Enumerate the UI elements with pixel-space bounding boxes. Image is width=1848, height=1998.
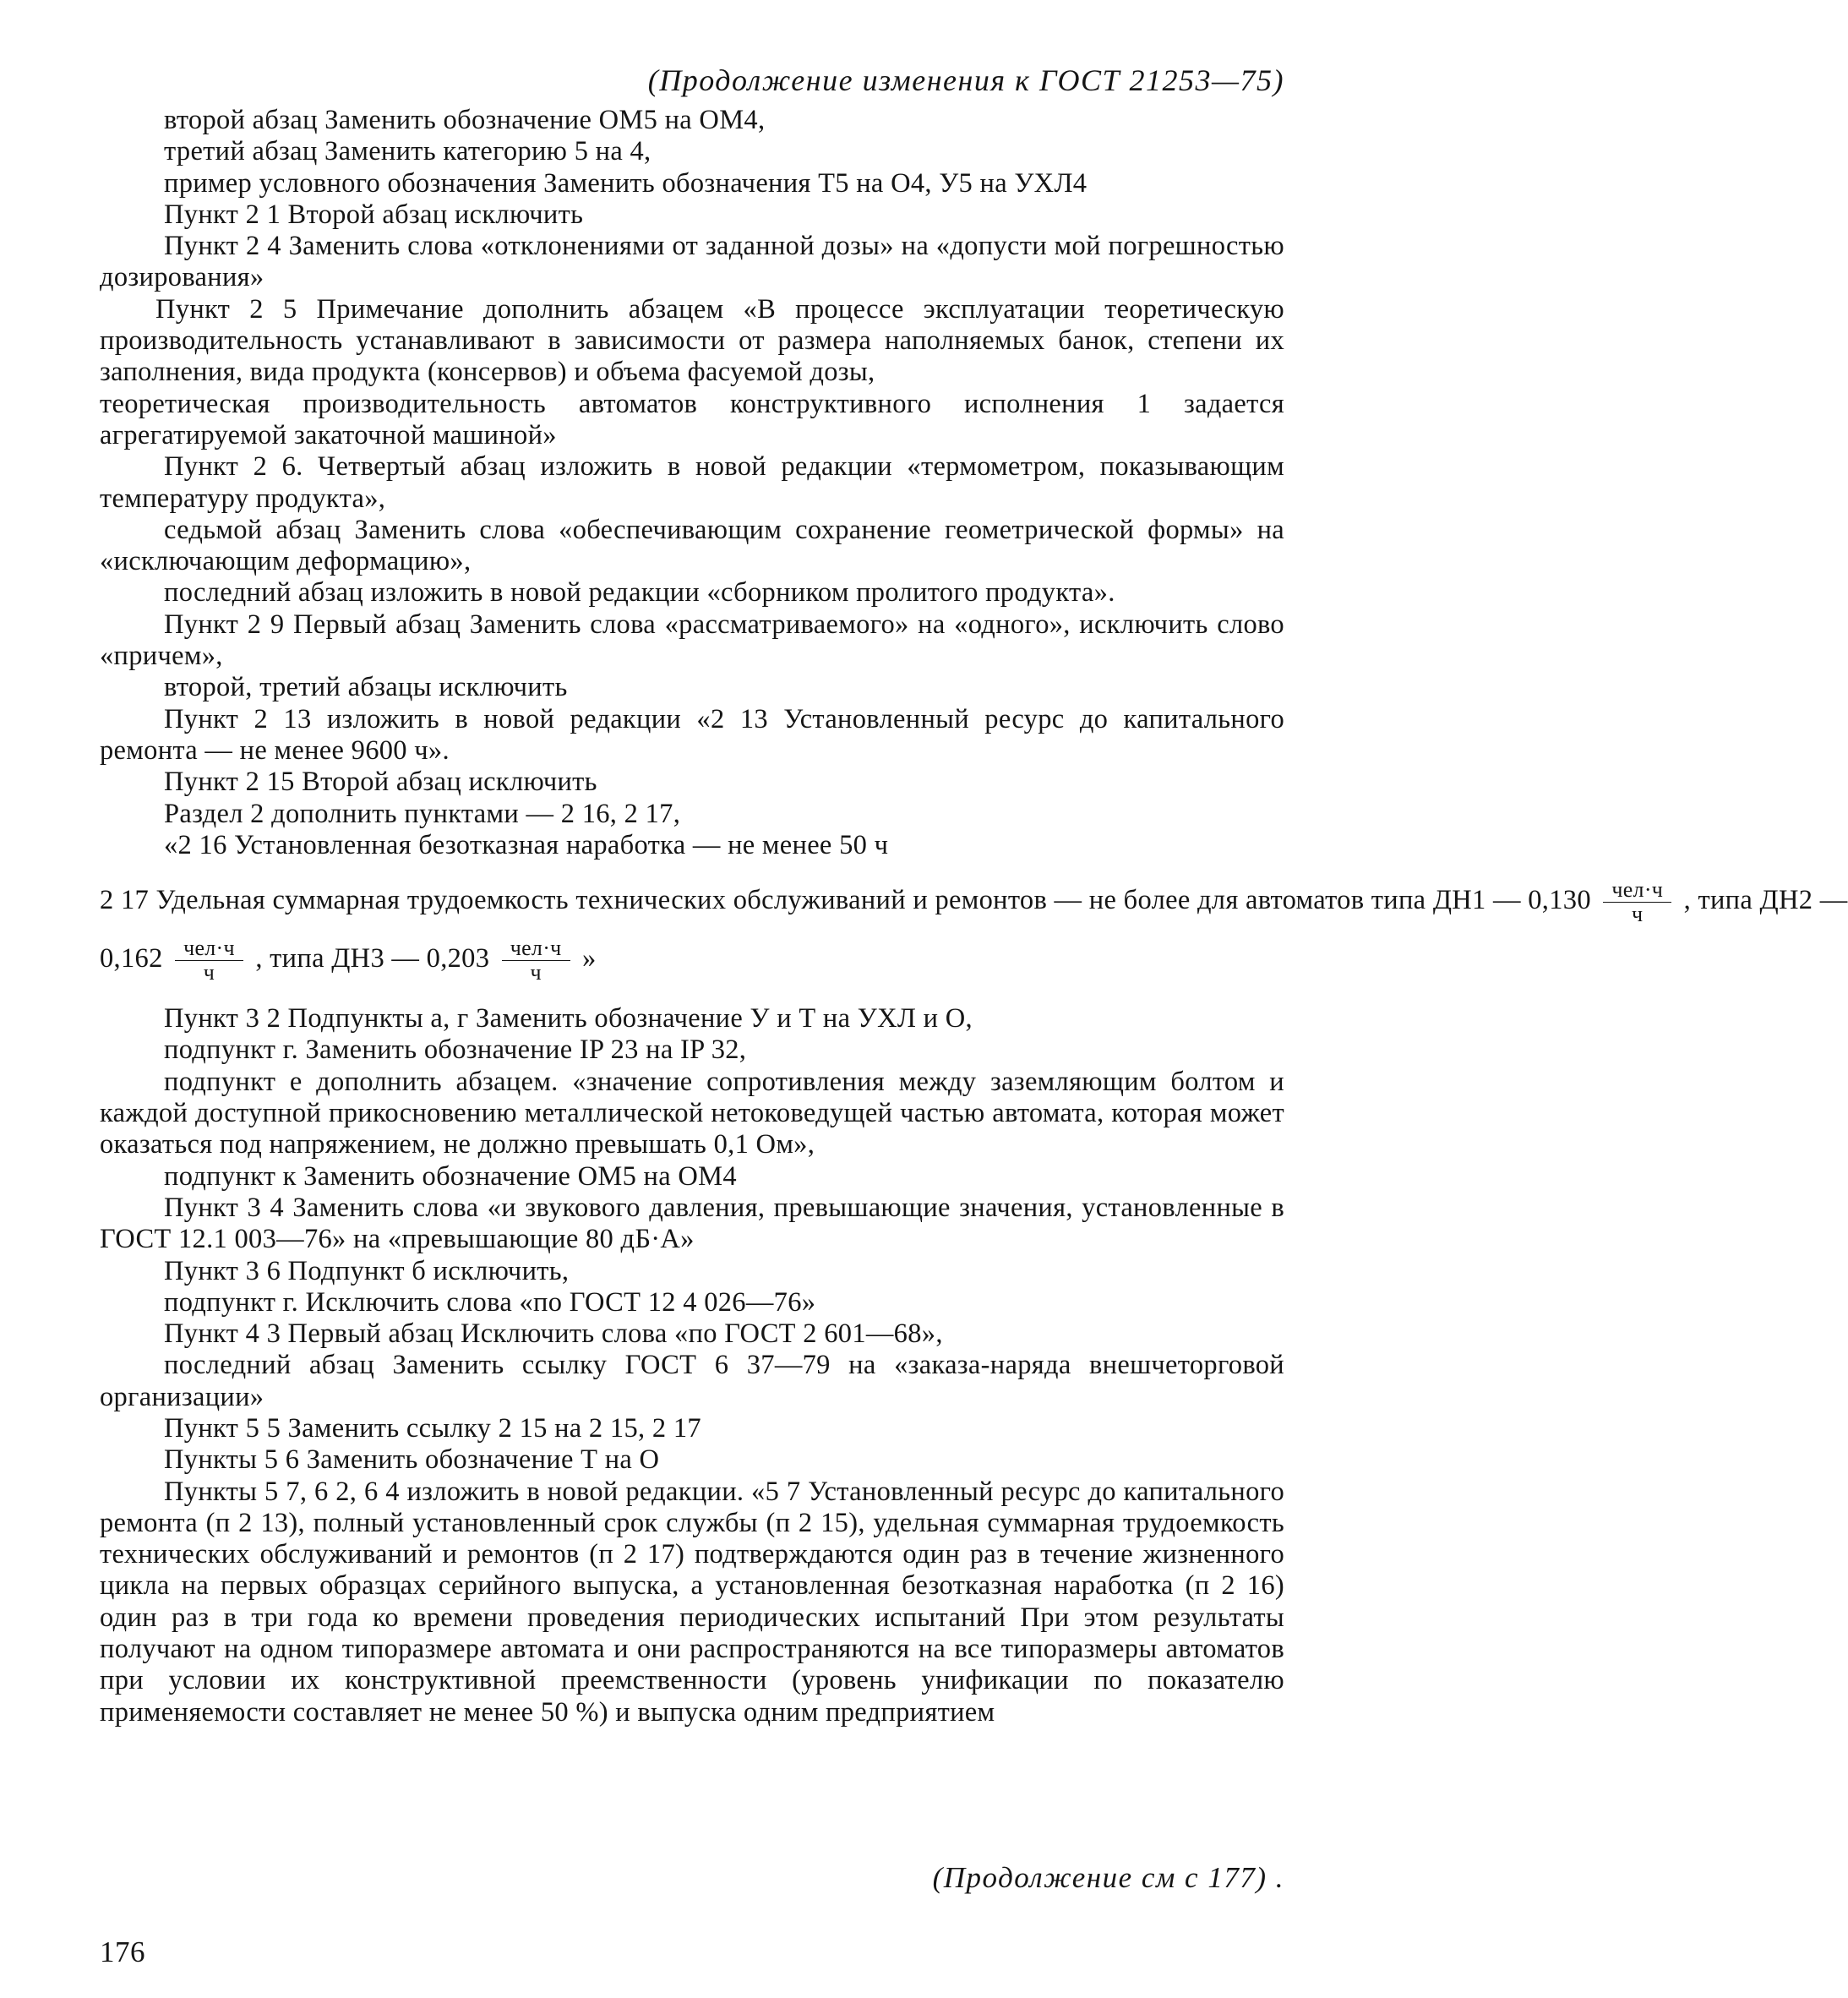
unit-fraction	[1603, 878, 1671, 926]
fraction-denominator: ч	[1632, 902, 1644, 927]
page-number: 176	[100, 1935, 145, 1968]
unit-fraction	[502, 936, 570, 985]
continuation-note: (Продолжение см с 177) .	[932, 1861, 1284, 1894]
paragraph: Пункты 5 7, 6 2, 6 4 изложить в новой редакции. «5 7 Установленный ресурс до капитального ремонта (п 2 13), полный установленный срок службы (п 2 15), удельная суммарная трудоемкость технических обслуживаний и ремонтов (п 2 17) подтверждаются один раз в течение жизненного цикла на первых образцах серийного выпуска, а установленная безотказная наработка (п 2 16) один раз в три года ко времени проведения периодических испытаний При этом результаты получают на одном типоразмере автомата и они распространяются на все типоразмеры автоматов при условии их конструктивной преемственности (уровень унификации по показателю применяемости составляет не менее 50 %) и выпуска одним предприятием	[100, 1476, 1284, 1728]
paragraph: Пункт 4 3 Первый абзац Исключить слова «по ГОСТ 2 601—68»,	[164, 1318, 943, 1350]
paragraph: Пункт 2 6. Четвертый абзац изложить в новой редакции «термометром, показывающим температуру продукта»,	[100, 451, 1284, 514]
paragraph: Пункт 2 4 Заменить слова «отклонениями от заданной дозы» на «допусти мой погрешностью дозирования»	[100, 231, 1284, 293]
formula-value: 0,162	[100, 943, 163, 974]
fraction-denominator: ч	[530, 960, 542, 985]
formula-text: 2 17 Удельная суммарная трудоемкость технических обслуживаний и ремонтов — не более для автоматов типа ДН1 — 0,130	[100, 885, 1591, 916]
paragraph: подпункт г. Заменить обозначение IP 23 на IP 32,	[164, 1034, 747, 1066]
formula-text: »	[581, 943, 597, 974]
paragraph: третий абзац Заменить категорию 5 на 4,	[164, 136, 651, 167]
paragraph: Пункт 2 9 Первый абзац Заменить слова «рассматриваемого» на «одного», исключить слово «причем»,	[100, 609, 1284, 672]
formula-text: , типа ДН2 —	[1683, 885, 1848, 916]
paragraph: Пункт 2 1 Второй абзац исключить	[164, 199, 584, 230]
paragraph: подпункт г. Исключить слова «по ГОСТ 12 4 026—76»	[164, 1286, 816, 1318]
paragraph: Пункт 2 5 Примечание дополнить абзацем «В процессе эксплуатации теоретическую производительность устанавливают в зависимости от размера наполняемых банок, степени их заполнения, вида продукта (консервов) и объема фасуемой дозы,	[100, 293, 1284, 388]
formula-line-1	[100, 877, 1848, 927]
paragraph: пример условного обозначения Заменить обозначения Т5 на О4, У5 на УХЛ4	[164, 167, 1088, 199]
paragraph: последний абзац изложить в новой редакции «сборником пролитого продукта».	[164, 577, 1115, 609]
paragraph: Пункт 5 5 Заменить ссылку 2 15 на 2 15, 2 17	[164, 1412, 701, 1444]
paragraph: Пункт 3 4 Заменить слова «и звукового давления, превышающие значения, установленные в ГОСТ 12.1 003—76» на «превышающие 80 дБ·А»	[100, 1192, 1284, 1255]
paragraph: Пункты 5 6 Заменить обозначение Т на О	[164, 1444, 660, 1476]
paragraph: второй, третий абзацы исключить	[164, 672, 568, 703]
document-body	[100, 105, 1848, 1728]
paragraph: Пункт 2 15 Второй абзац исключить	[164, 767, 597, 798]
unit-fraction	[175, 936, 243, 985]
formula-line-2	[100, 936, 1284, 985]
paragraph: «2 16 Установленная безотказная наработка — не менее 50 ч	[164, 829, 889, 860]
paragraph: теоретическая производительность автоматов конструктивного исполнения 1 задается агрегатируемой закаточной машиной»	[100, 388, 1284, 450]
fraction-numerator: чел·ч	[1603, 878, 1671, 903]
paragraph: последний абзац Заменить ссылку ГОСТ 6 37—79 на «заказа-наряда внешчеторговой организации»	[100, 1350, 1284, 1412]
document-page	[100, 0, 1848, 1998]
paragraph: седьмой абзац Заменить слова «обеспечивающим сохранение геометрической формы» на «исключающим деформацию»,	[100, 514, 1284, 577]
fraction-denominator: ч	[203, 960, 215, 985]
paragraph: подпункт к Заменить обозначение ОМ5 на ОМ4	[164, 1160, 737, 1192]
paragraph: Пункт 3 2 Подпункты а, г Заменить обозначение У и Т на УХЛ и О,	[164, 1003, 973, 1034]
fraction-numerator: чел·ч	[175, 936, 243, 961]
paragraph: второй абзац Заменить обозначение ОМ5 на ОМ4,	[164, 105, 766, 135]
paragraph: Пункт 3 6 Подпункт б исключить,	[164, 1255, 570, 1286]
paragraph: Раздел 2 дополнить пунктами — 2 16, 2 17,	[164, 798, 681, 829]
formula-text: , типа ДН3 — 0,203	[255, 943, 490, 974]
paragraph: подпункт е дополнить абзацем. «значение сопротивления между заземляющим болтом и каждой доступной прикосновению металлической нетоковедущей частью автомата, которая может оказаться под напряжением, не должно превышать 0,1 Ом»,	[100, 1066, 1284, 1160]
running-header: (Продолжение изменения к ГОСТ 21253—75)	[647, 63, 1284, 97]
paragraph: Пункт 2 13 изложить в новой редакции «2 13 Установленный ресурс до капитального ремонта — не менее 9600 ч».	[100, 703, 1284, 766]
fraction-numerator: чел·ч	[502, 936, 570, 961]
